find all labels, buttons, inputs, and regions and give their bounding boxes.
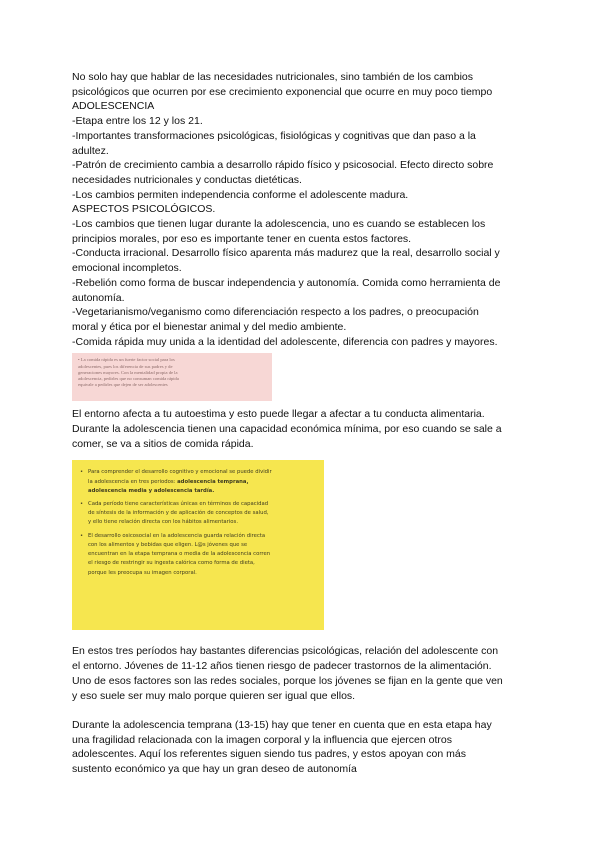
excerpt-line: con los alimentos y bebidas que eligen. L@s jóvenes que se [88, 541, 248, 548]
excerpt-line: adolescentes, pues los diferencia de sus padres y de [78, 363, 173, 369]
text-line: comer, se va a sitios de comida rápida. [72, 437, 254, 450]
paragraph-gap [72, 703, 534, 718]
text-line: adolescentes. Aquí los referentes siguen siendo tus padres, y estos apoyan con más [72, 748, 466, 761]
text-line: psicológicos que ocurren por ese crecimiento exponencial que ocurre en muy poco tiempo [72, 85, 493, 98]
intro-section [72, 70, 534, 349]
excerpt-line: la adolescencia en tres periodos: [88, 478, 178, 485]
periods-section [72, 644, 534, 703]
bullet-icon: • [80, 469, 84, 476]
excerpt-line: y ello tiene relación directa con los hábitos alimentarios. [88, 519, 238, 526]
text-line: Durante la adolescencia temprana (13-15) hay que tener en cuenta que en esta etapa hay [72, 718, 492, 731]
excerpt-line: porque les preocupa su imagen corporal. [88, 569, 197, 576]
text-line: En estos tres períodos hay bastantes diferencias psicológicas, relación del adolescente con [72, 645, 499, 658]
heading-adolescencia: ADOLESCENCIA [72, 100, 155, 113]
fast-food-excerpt-image [72, 353, 272, 401]
excerpt-bold: adolescencia media y adolescencia tardía. [88, 487, 215, 494]
early-adolescence-section [72, 718, 534, 777]
text-line: -Etapa entre los 12 y los 21. [72, 115, 203, 128]
excerpt-bullet [80, 468, 316, 496]
excerpt-bullet [80, 532, 316, 578]
text-line: -Rebelión como forma de buscar independencia y autonomía. Comida como herramienta de [72, 276, 501, 289]
text-line: -Los cambios que tienen lugar durante la adolescencia, uno es cuando se establecen los [72, 218, 486, 231]
text-line: el entorno. Jóvenes de 11-12 años tienen riesgo de padecer trastornos de la alimentación. [72, 660, 492, 673]
excerpt-line: Para comprender el desarrollo cognitivo y emocional se puede dividir [88, 469, 272, 476]
excerpt-bold: adolescencia temprana, [177, 478, 249, 485]
excerpt-line: encuentran en la etapa temprana o media de la adolescencia corren [88, 551, 271, 558]
text-line: principios morales, por eso es importante tener en cuenta estos factores. [72, 232, 412, 245]
text-line: Durante la adolescencia tienen una capacidad económica mínima, por eso cuando se sale a [72, 423, 502, 436]
text-line: -Conducta irracional. Desarrollo físico aparenta más madurez que la real, desarrollo social y [72, 247, 500, 260]
text-line: El entorno afecta a tu autoestima y esto puede llegar a afectar a tu conducta alimentaria. [72, 408, 485, 421]
excerpt-line: Cada período tiene características únicas en términos de capacidad [88, 501, 269, 508]
excerpt-bullet [80, 500, 316, 528]
excerpt-line: • La comida rápida es un fuerte factor social para los [78, 357, 175, 363]
text-line: -Los cambios permiten independencia conforme el adolescente madura. [72, 188, 409, 201]
text-line: autonomía. [72, 291, 125, 304]
text-line: No solo hay que hablar de las necesidades nutricionales, sino también de los cambios [72, 71, 473, 83]
excerpt-line: el riesgo de restringir su ingesta calórica como forma de dieta, [88, 560, 255, 567]
text-line: -Patrón de crecimiento cambia a desarrollo rápido físico y psicosocial. Efecto directo sobre [72, 159, 494, 172]
text-line: sustento económico ya que hay un gran deseo de autonomía [72, 763, 357, 776]
excerpt-line: El desarrollo osicosocial en la adolescencia guarda relación directa [88, 532, 266, 539]
document-body [72, 70, 534, 777]
text-line: emocional incompletos. [72, 262, 182, 275]
bullet-icon: • [80, 501, 84, 508]
text-line: -Importantes transformaciones psicológicas, fisiológicas y cognitivas que dan paso a la [72, 129, 476, 142]
development-periods-excerpt-image [72, 460, 324, 630]
text-line: una fragilidad relacionada con la imagen corporal y la influencia que ejercen otros [72, 733, 452, 746]
bullet-icon: • [80, 532, 84, 539]
excerpt-line: generaciones mayores. Con la mentalidad propia de la [78, 369, 178, 375]
excerpt-line: equivale a pedirles que dejen de ser adolescentes [78, 382, 168, 388]
environment-section [72, 407, 534, 451]
text-line: -Vegetarianismo/veganismo como diferenciación respecto a los padres, o preocupación [72, 306, 479, 319]
text-line: Uno de esos factores son las redes sociales, porque los jóvenes se fijan en la gente que ven [72, 674, 503, 687]
text-line: -Comida rápida muy unida a la identidad del adolescente, diferencia con padres y mayores. [72, 335, 498, 348]
text-line: y eso suele ser muy malo porque quieren ser igual que ellos. [72, 689, 356, 702]
excerpt-line: adolescencia, pedirles que no consuman comida rápida [78, 375, 179, 381]
text-line: necesidades nutricionales y conductas dietéticas. [72, 173, 302, 186]
text-line: moral y ética por el bienestar animal y del medio ambiente. [72, 320, 347, 333]
heading-aspectos-psicologicos: ASPECTOS PSICOLÓGICOS. [72, 203, 216, 216]
excerpt-line: de síntesis de la información y de aplicación de conceptos de salud, [88, 510, 269, 517]
text-line: adultez. [72, 144, 109, 157]
